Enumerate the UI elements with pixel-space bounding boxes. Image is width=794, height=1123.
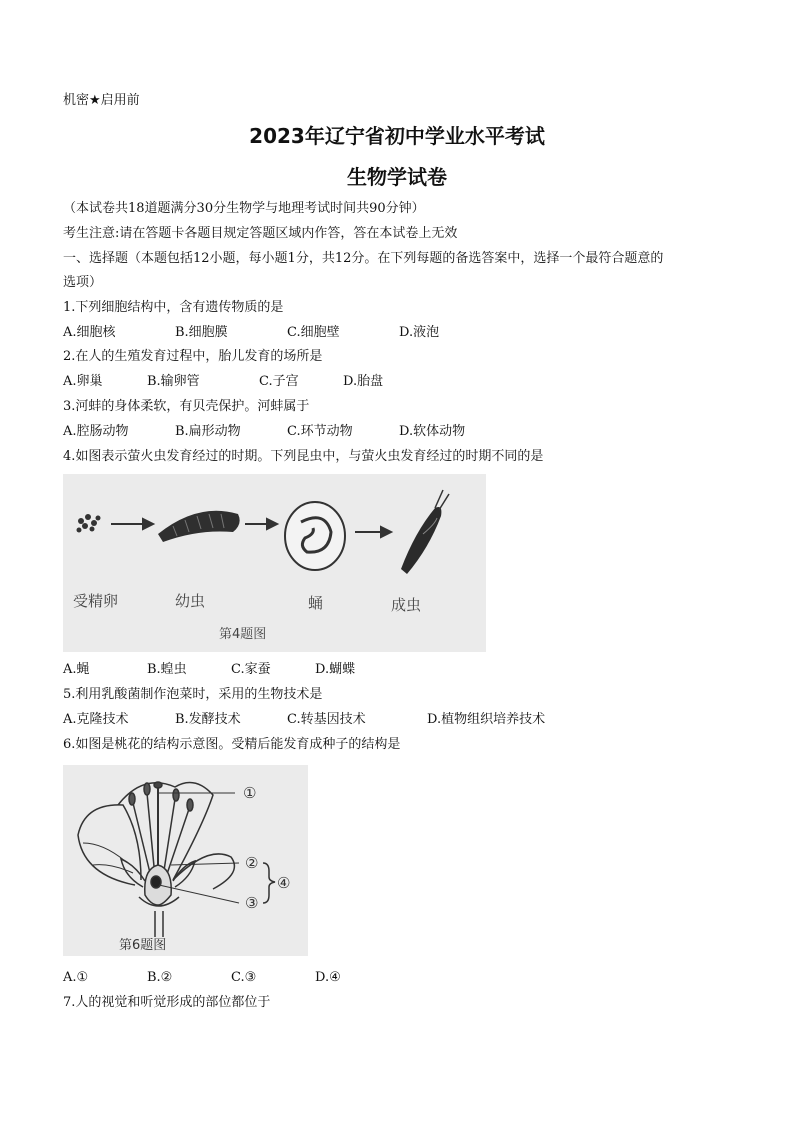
question-1-option-d: D.液泡 [399,325,440,340]
question-6-stem: 6.如图是桃花的结构示意图。受精后能发育成种子的结构是 [63,737,401,752]
section-heading-line2: 选项） [63,275,103,290]
exam-subtitle: 生物学试卷 [347,165,447,189]
question-3-stem: 3.河蚌的身体柔软，有贝壳保护。河蚌属于 [63,399,310,414]
question-2-option-c: C.子宫 [259,374,299,389]
question-5-option-d: D.植物组织培养技术 [427,712,546,727]
question-4-option-d: D.蝴蝶 [315,662,356,677]
label-2: ② [245,854,259,872]
question-7-stem: 7.人的视觉和听觉形成的部位都位于 [63,995,271,1010]
exam-note: （本试卷共18道题满分30分生物学与地理考试时间共90分钟） [63,201,425,216]
confidential-label: 机密★启用前 [63,93,140,108]
stage-label-egg: 受精卵 [73,592,119,610]
question-4-option-b: B.蝗虫 [147,662,187,677]
ovule-icon [151,876,161,888]
stage-label-larva: 幼虫 [175,592,206,610]
question-2-option-b: B.输卵管 [147,374,200,389]
question-5-option-b: B.发酵技术 [175,712,241,727]
label-4: ④ [277,874,291,892]
stage-label-adult: 成虫 [391,596,422,614]
question-6-option-d: D.④ [315,970,341,985]
figure-6-caption: 第6题图 [119,938,167,953]
figure-4-firefly-lifecycle [63,474,486,652]
exam-notice: 考生注意:请在答题卡各题目规定答题区域内作答，答在本试卷上无效 [63,226,458,241]
figure-6-peach-flower [63,765,308,956]
label-1: ① [243,784,257,802]
question-2-option-a: A.卵巢 [63,374,103,389]
question-5-stem: 5.利用乳酸菌制作泡菜时，采用的生物技术是 [63,687,323,702]
question-6-option-b: B.② [147,970,173,985]
question-3-option-a: A.腔肠动物 [63,424,129,439]
question-3-option-b: B.扁形动物 [175,424,241,439]
question-6-option-a: A.① [63,970,89,985]
figure-4-caption: 第4题图 [219,627,267,642]
question-6-option-c: C.③ [231,970,257,985]
question-5-option-c: C.转基因技术 [287,712,366,727]
question-1-option-b: B.细胞膜 [175,325,228,340]
question-1-option-c: C.细胞壁 [287,325,340,340]
question-2-option-d: D.胎盘 [343,374,384,389]
question-3-option-d: D.软体动物 [399,424,466,439]
question-4-option-c: C.家蚕 [231,662,271,677]
exam-title: 2023年辽宁省初中学业水平考试 [249,124,545,148]
question-1-option-a: A.细胞核 [63,325,116,340]
question-1-stem: 1.下列细胞结构中，含有遗传物质的是 [63,300,284,315]
question-4-stem: 4.如图表示萤火虫发育经过的时期。下列昆虫中，与萤火虫发育经过的时期不同的是 [63,449,544,464]
stage-label-pupa: 蛹 [308,594,324,612]
pupa-icon [285,502,345,570]
question-3-option-c: C.环节动物 [287,424,353,439]
section-heading-line1: 一、选择题（本题包括12小题，每小题1分，共12分。在下列每题的备选答案中，选择一个最符合题意的 [63,251,664,266]
label-3: ③ [245,894,259,912]
question-5-option-a: A.克隆技术 [63,712,129,727]
question-4-option-a: A.蝇 [63,662,90,677]
question-2-stem: 2.在人的生殖发育过程中，胎儿发育的场所是 [63,349,323,364]
